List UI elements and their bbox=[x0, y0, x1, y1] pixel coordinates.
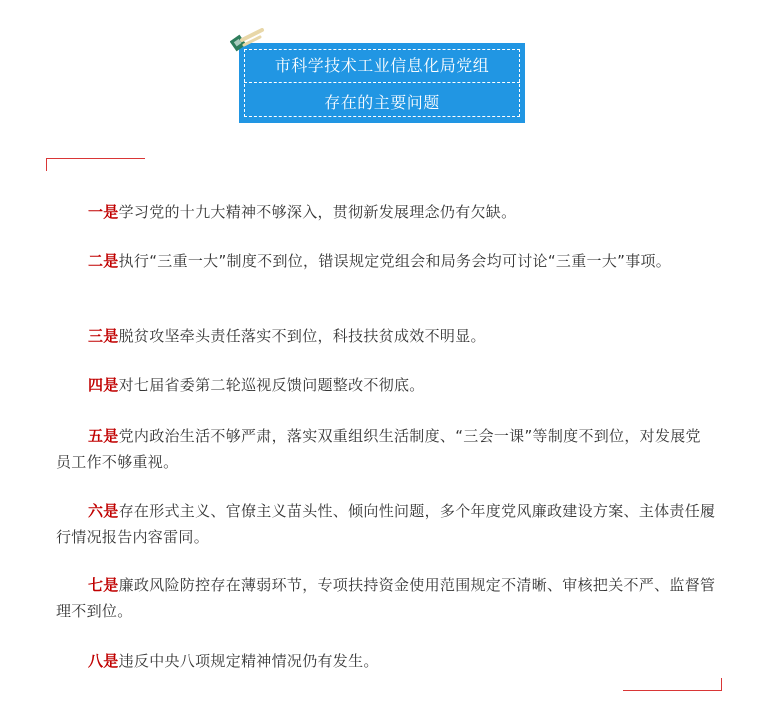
corner-frame-top-left bbox=[46, 158, 145, 171]
issue-item-4 bbox=[56, 372, 716, 398]
issue-text: 党内政治生活不够严肃，落实双重组织生活制度、“三会一课”等制度不到位，对发展党员工作不够重视。 bbox=[56, 427, 701, 471]
title-line-2: 存在的主要问题 bbox=[324, 93, 440, 112]
issue-item-8 bbox=[56, 648, 716, 674]
issue-item-2 bbox=[56, 248, 716, 274]
issue-number: 七是 bbox=[88, 576, 119, 594]
issue-text: 学习党的十九大精神不够深入，贯彻新发展理念仍有欠缺。 bbox=[118, 203, 517, 221]
issue-text: 对七届省委第二轮巡视反馈问题整改不彻底。 bbox=[118, 376, 425, 394]
issue-item-5 bbox=[56, 423, 716, 475]
issue-item-7 bbox=[56, 572, 716, 624]
corner-frame-bottom-right bbox=[623, 678, 722, 691]
pushpin-icon bbox=[230, 28, 266, 54]
title-divider bbox=[244, 82, 520, 83]
title-banner bbox=[239, 43, 525, 123]
issue-text: 违反中央八项规定精神情况仍有发生。 bbox=[118, 652, 379, 670]
issue-text: 存在形式主义、官僚主义苗头性、倾向性问题，多个年度党风廉政建设方案、主体责任履行情况报告内容雷同。 bbox=[56, 502, 716, 546]
issue-number: 二是 bbox=[88, 252, 119, 270]
issue-item-6 bbox=[56, 498, 716, 550]
title-line-1: 市科学技术工业信息化局党组 bbox=[274, 56, 490, 75]
issue-text: 脱贫攻坚牵头责任落实不到位，科技扶贫成效不明显。 bbox=[118, 327, 486, 345]
issue-number: 八是 bbox=[88, 652, 119, 670]
issue-text: 廉政风险防控存在薄弱环节，专项扶持资金使用范围规定不清晰、审核把关不严、监督管理不到位。 bbox=[56, 576, 716, 620]
issue-number: 一是 bbox=[88, 203, 119, 221]
issue-number: 五是 bbox=[88, 427, 119, 445]
issue-number: 三是 bbox=[88, 327, 119, 345]
issue-item-3 bbox=[56, 323, 716, 349]
issue-number: 六是 bbox=[88, 502, 119, 520]
issue-item-1 bbox=[56, 199, 716, 225]
issue-number: 四是 bbox=[88, 376, 119, 394]
issue-text: 执行“三重一大”制度不到位，错误规定党组会和局务会均可讨论“三重一大”事项。 bbox=[118, 252, 672, 270]
